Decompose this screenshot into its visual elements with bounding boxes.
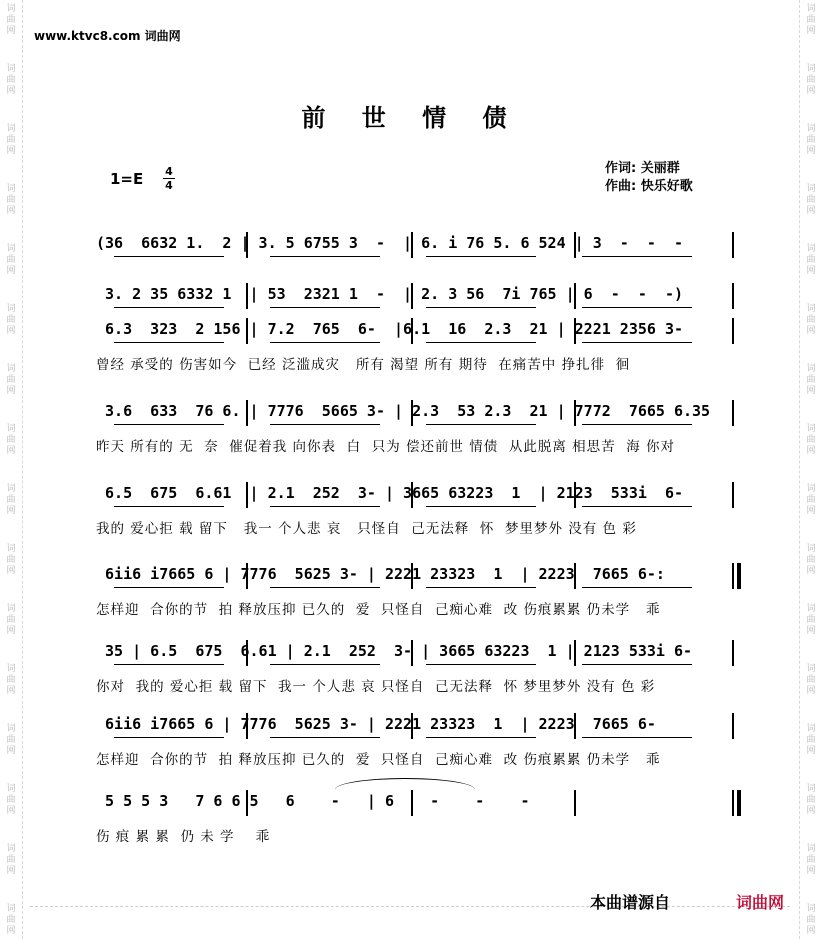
watermark-text: 词 曲 网 — [806, 184, 816, 216]
beam-line — [582, 342, 692, 343]
staff-lyrics: 昨天 所有的 无 奈 催促着我 向你表 白 只为 偿还前世 情债 从此脱离 相思苦 海 你对 — [96, 439, 676, 455]
watermark-text: 词 曲 网 — [6, 604, 16, 636]
bar-line — [574, 318, 576, 344]
bar-line — [574, 232, 576, 258]
staff-lyrics: 怎样迎 合你的节 拍 释放压抑 已久的 爱 只怪自 己痴心难 改 伤痕累累 仍未学 乖 — [96, 602, 661, 618]
beam-line — [270, 737, 380, 738]
beam-line — [582, 307, 692, 308]
staff-notes: 6ii6 i7665 6 | 7776 5625 3- | 2221 23323 1 | 2223 7665 6-: — [96, 565, 665, 583]
watermark-text: 词 曲 网 — [6, 724, 16, 756]
bar-line — [411, 482, 413, 508]
beam-line — [426, 424, 536, 425]
staff-lyrics: 你对 我的 爱心拒 载 留下 我一 个人悲 哀 只怪自 己无法释 怀 梦里梦外 没有 色 彩 — [96, 679, 656, 695]
lyricist-credit: 作词: 关丽群 — [605, 161, 680, 176]
bar-line — [246, 232, 248, 258]
bar-line — [574, 713, 576, 739]
bar-line — [246, 318, 248, 344]
staff-notes: 6ii6 i7665 6 | 7776 5625 3- | 2221 23323 1 | 2223 7665 6- — [96, 715, 656, 733]
beam-line — [114, 342, 224, 343]
bar-line — [246, 283, 248, 309]
beam-line — [114, 587, 224, 588]
bar-line — [246, 790, 248, 816]
beam-line — [426, 307, 536, 308]
bar-line — [732, 640, 734, 666]
composer-credit: 作曲: 快乐好歌 — [605, 179, 693, 194]
bar-line — [732, 482, 734, 508]
staff-row — [96, 318, 732, 374]
watermark-text: 词 曲 网 — [806, 424, 816, 456]
watermark-text: 词 曲 网 — [6, 424, 16, 456]
beam-line — [114, 506, 224, 507]
watermark-text: 词 曲 网 — [806, 544, 816, 576]
beam-line — [426, 342, 536, 343]
beam-line — [582, 424, 692, 425]
watermark-text: 词 曲 网 — [806, 604, 816, 636]
staff-notes: 35 | 6.5 675 6.61 | 2.1 252 3- | 3665 63223 1 | 2123 533i 6- — [96, 642, 693, 660]
watermark-text: 词 曲 网 — [6, 64, 16, 96]
staff-notes: 6.3 323 2 156 | 7.2 765 6- |6.1 16 2.3 21 | 2221 2356 3- — [96, 320, 683, 338]
beam-line — [426, 737, 536, 738]
watermark-text: 词 曲 网 — [6, 484, 16, 516]
staff-row — [96, 232, 732, 288]
beam-line — [114, 307, 224, 308]
bar-line — [732, 563, 741, 589]
watermark-text: 词 曲 网 — [806, 124, 816, 156]
beam-line — [270, 256, 380, 257]
staff-notes: 3. 2 35 6332 1 | 53 2321 1 - | 2. 3 56 7i 765 | 6 - - -) — [96, 285, 683, 303]
staff-notes: 5 5 5 3 7 6 6 5 6 - | 6 - - - — [96, 792, 548, 810]
bar-line — [574, 283, 576, 309]
song-title: 前 世 情 债 — [301, 104, 521, 132]
watermark-text: 词 曲 网 — [6, 184, 16, 216]
staff-lyrics: 怎样迎 合你的节 拍 释放压抑 已久的 爱 只怪自 己痴心难 改 伤痕累累 仍未学 乖 — [96, 752, 661, 768]
bar-line — [574, 400, 576, 426]
staff-row — [96, 400, 732, 456]
bar-line — [411, 283, 413, 309]
staff-notes: 6.5 675 6.61 | 2.1 252 3- | 3665 63223 1 | 2123 533i 6- — [96, 484, 683, 502]
watermark-text: 词 曲 网 — [806, 64, 816, 96]
watermark-text: 词 曲 网 — [806, 304, 816, 336]
beam-line — [270, 424, 380, 425]
beam-line — [270, 307, 380, 308]
bar-line — [246, 640, 248, 666]
beam-line — [426, 506, 536, 507]
watermark-text: 词 曲 网 — [806, 844, 816, 876]
watermark-text: 词 曲 网 — [6, 364, 16, 396]
staff-row — [96, 640, 732, 696]
watermark-text: 词 曲 网 — [6, 244, 16, 276]
beam-line — [582, 506, 692, 507]
time-signature — [163, 166, 175, 191]
beam-line — [582, 256, 692, 257]
beam-line — [270, 587, 380, 588]
watermark-text: 词 曲 网 — [806, 904, 816, 936]
watermark-text: 词 曲 网 — [6, 784, 16, 816]
bar-line — [732, 790, 741, 816]
staff-lyrics: 伤 痕 累 累 仍 未 学 乖 — [96, 829, 271, 845]
bar-line — [411, 318, 413, 344]
watermark-text: 词 曲 网 — [806, 4, 816, 36]
watermark-text: 词 曲 网 — [806, 664, 816, 696]
beam-line — [270, 664, 380, 665]
beam-line — [114, 256, 224, 257]
bar-line — [732, 713, 734, 739]
beam-line — [582, 664, 692, 665]
beam-line — [582, 587, 692, 588]
final-tie — [335, 778, 475, 801]
staff-row — [96, 482, 732, 538]
bar-line — [732, 232, 734, 258]
watermark-text: 词 曲 网 — [6, 844, 16, 876]
watermark-text: 词 曲 网 — [806, 484, 816, 516]
bar-line — [732, 283, 734, 309]
bar-line — [732, 400, 734, 426]
watermark-text: 词 曲 网 — [806, 364, 816, 396]
site-url: www.ktvc8.com 词曲网 — [34, 29, 181, 43]
watermark-text: 词 曲 网 — [6, 904, 16, 936]
bar-line — [246, 563, 248, 589]
meter-top: 4 — [165, 165, 173, 178]
bar-line — [574, 482, 576, 508]
beam-line — [426, 587, 536, 588]
bar-line — [574, 790, 576, 816]
watermark-text: 词 曲 网 — [806, 244, 816, 276]
bar-line — [246, 400, 248, 426]
bar-line — [411, 232, 413, 258]
watermark-text: 词 曲 网 — [6, 304, 16, 336]
staff-notes: 3.6 633 76 6. | 7776 5665 3- | 2.3 53 2.3 21 | 7772 7665 6.35 — [96, 402, 711, 420]
staff-row — [96, 563, 732, 619]
bar-line — [411, 400, 413, 426]
beam-line — [582, 737, 692, 738]
bar-line — [411, 640, 413, 666]
bar-line — [411, 713, 413, 739]
meter-bottom: 4 — [165, 179, 173, 192]
bar-line — [732, 318, 734, 344]
beam-line — [426, 256, 536, 257]
bar-line — [411, 563, 413, 589]
credits — [605, 160, 693, 196]
watermark-text: 词 曲 网 — [806, 724, 816, 756]
beam-line — [270, 506, 380, 507]
site-logo: 词曲网 — [736, 893, 785, 912]
key-signature: 1=E — [110, 170, 144, 188]
source-label: 本曲谱源自 — [590, 893, 671, 912]
watermark-text: 词 曲 网 — [6, 4, 16, 36]
bar-line — [574, 563, 576, 589]
staff-lyrics: 曾经 承受的 伤害如今 已经 泛滥成灾 所有 渴望 所有 期待 在痛苦中 挣扎徘 徊 — [96, 357, 631, 373]
watermark-text: 词 曲 网 — [6, 664, 16, 696]
beam-line — [114, 424, 224, 425]
staff-notes: (36 6632 1. 2 | 3. 5 6755 3 - | 6. i 76 5. 6 524 | 3 - - - — [96, 234, 683, 252]
beam-line — [270, 342, 380, 343]
staff-row — [96, 713, 732, 769]
beam-line — [114, 664, 224, 665]
watermark-text: 词 曲 网 — [6, 544, 16, 576]
bar-line — [246, 713, 248, 739]
footer-divider — [30, 906, 790, 907]
staff-lyrics: 我的 爱心拒 载 留下 我一 个人悲 哀 只怪自 己无法释 怀 梦里梦外 没有 色 彩 — [96, 521, 637, 537]
watermark-text: 词 曲 网 — [806, 784, 816, 816]
bar-line — [246, 482, 248, 508]
watermark-text: 词 曲 网 — [6, 124, 16, 156]
bar-line — [574, 640, 576, 666]
beam-line — [114, 737, 224, 738]
beam-line — [426, 664, 536, 665]
